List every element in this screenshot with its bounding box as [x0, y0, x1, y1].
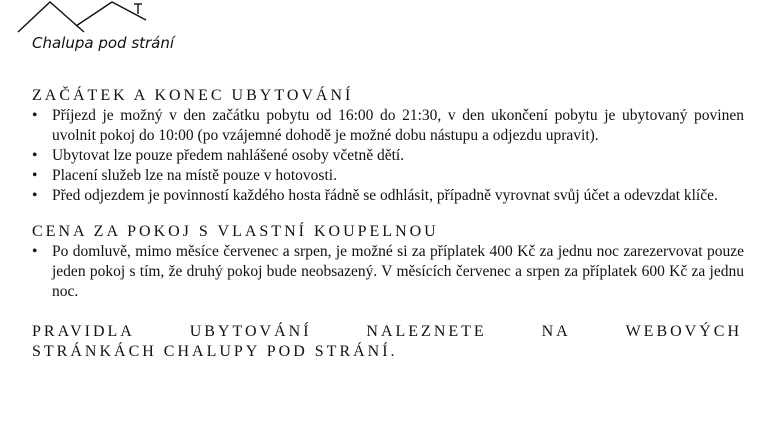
footer-note-word: PRAVIDLA — [32, 323, 135, 340]
bullet-icon: • — [32, 147, 38, 164]
list-item-text: Ubytovat lze pouze předem nahlášené osoby včetně dětí. — [52, 147, 405, 164]
bullet-icon: • — [32, 167, 38, 184]
bullet-icon: • — [32, 187, 38, 204]
list-item — [32, 106, 744, 146]
footer-note-word: NA — [541, 323, 571, 340]
footer-note-word: NALEZNETE — [366, 323, 487, 340]
list-item — [32, 186, 744, 206]
section-arrival-departure — [32, 86, 744, 206]
list-item — [32, 166, 744, 186]
bullet-icon: • — [32, 243, 38, 260]
footer-note-line1 — [32, 322, 742, 342]
section-room-price — [32, 222, 744, 302]
list-item-text: Příjezd je možný v den začátku pobytu od 16:00 do 21:30, v den ukončení pobytu je ubytovaný povinen uvolnit pokoj do 10:00 (po vzájemné dohodě je možné dobu nástupu a odjezdu upravit). — [52, 107, 744, 144]
footer-note — [32, 322, 744, 362]
list-item-text: Před odjezdem je povinností každého hosta řádně se odhlásit, případně vyrovnat svůj účet a odevzdat klíče. — [52, 187, 718, 204]
logo — [16, 0, 206, 60]
footer-note-word: WEBOVÝCH — [625, 323, 742, 340]
document-body — [32, 86, 744, 362]
list-item-text: Placení služeb lze na místě pouze v hotovosti. — [52, 167, 337, 184]
bullet-list — [32, 106, 744, 206]
section-title: ZAČÁTEK A KONEC UBYTOVÁNÍ — [32, 87, 354, 104]
list-item — [32, 146, 744, 166]
logo-text: Chalupa pod strání — [32, 34, 175, 52]
bullet-list — [32, 242, 744, 302]
section-title: CENA ZA POKOJ S VLASTNÍ KOUPELNOU — [32, 223, 439, 240]
bullet-icon: • — [32, 107, 38, 124]
footer-note-word: UBYTOVÁNÍ — [189, 323, 312, 340]
list-item — [32, 242, 744, 302]
footer-note-line2: STRÁNKÁCH CHALUPY POD STRÁNÍ. — [32, 343, 398, 360]
list-item-text: Po domluvě, mimo měsíce červenec a srpen, je možné si za příplatek 400 Kč za jednu noc zarezervovat pouze jeden pokoj s tím, že druhý pokoj bude neobsazený. V měsících červenec a srpen za příplatek 600 Kč za jednu noc. — [52, 243, 744, 300]
